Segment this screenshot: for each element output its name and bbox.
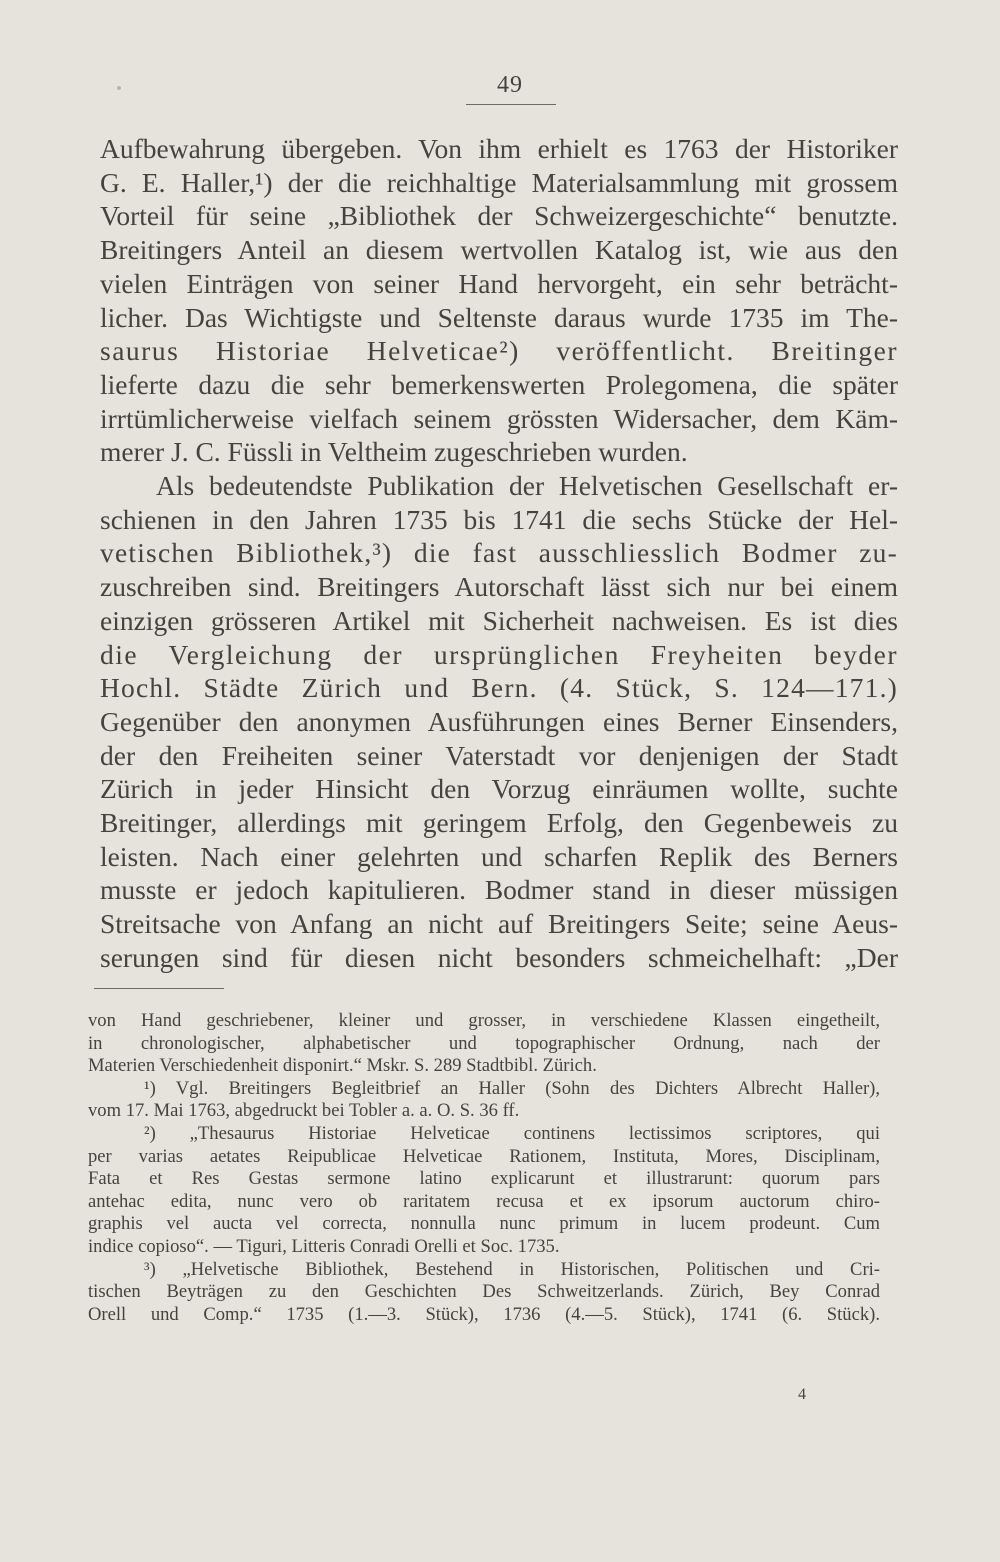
footnote-line: ²) „Thesaurus Historiae Helveticae continens lectissimos scriptores, qui xyxy=(144,1122,880,1144)
body-line: serungen sind für diesen nicht besonders schmeichelhaft: „Der xyxy=(100,941,898,973)
body-line: merer J. C. Füssli in Veltheim zugeschrieben wurden. xyxy=(100,436,688,468)
body-line: Streitsache von Anfang an nicht auf Breitingers Seite; seine Aeus- xyxy=(100,908,898,940)
body-line: vetischen Bibliothek,³) die fast ausschliesslich Bodmer zu- xyxy=(100,537,898,569)
body-line: Vorteil für seine „Bibliothek der Schweizergeschichte“ benutzte. xyxy=(100,200,898,232)
footnote-line: antehac edita, nunc vero ob raritatem recusa et ex ipsorum auctorum chiro- xyxy=(88,1190,880,1212)
footnote-line: von Hand geschriebener, kleiner und grosser, in verschiedene Klassen eingetheilt, xyxy=(88,1010,880,1031)
paper-speck xyxy=(117,86,121,90)
body-line: Breitingers Anteil an diesem wertvollen Katalog ist, wie aus den xyxy=(100,234,898,266)
footnote-line: vom 17. Mai 1763, abgedruckt bei Tobler a. a. O. S. 36 ff. xyxy=(88,1100,520,1122)
footnote-line: per varias aetates Reipublicae Helveticae Rationem, Instituta, Mores, Disciplinam, xyxy=(88,1145,880,1167)
footnote-line: graphis vel aucta vel correcta, nonnulla nunc primum in lucem prodeunt. Cum xyxy=(88,1213,880,1235)
body-line: irrtümlicherweise vielfach seinem grössten Widersacher, dem Käm- xyxy=(100,402,898,434)
body-line: der den Freiheiten seiner Vaterstadt vor denjenigen der Stadt xyxy=(100,739,898,771)
body-line: vielen Einträgen von seiner Hand hervorgeht, ein sehr beträcht- xyxy=(100,267,898,299)
body-line: einzigen grösseren Artikel mit Sicherheit nachweisen. Es ist dies xyxy=(100,604,898,636)
footnote-line: tischen Beyträgen zu den Geschichten Des Schweitzerlands. Zürich, Bey Conrad xyxy=(88,1281,880,1303)
body-line: Als bedeutendste Publikation der Helvetischen Gesellschaft er- xyxy=(156,470,898,502)
body-line: Zürich in jeder Hinsicht den Vorzug einräumen wollte, suchte xyxy=(100,773,898,805)
footnote-line: ³) „Helvetische Bibliothek, Bestehend in Historischen, Politischen und Cri- xyxy=(144,1258,880,1280)
body-line: Aufbewahrung übergeben. Von ihm erhielt es 1763 der Historiker xyxy=(100,133,898,164)
body-line: saurus Historiae Helveticae²) veröffentlicht. Breitinger xyxy=(100,335,898,367)
page-number: 49 xyxy=(497,72,523,98)
body-line: musste er jedoch kapitulieren. Bodmer stand in dieser müssigen xyxy=(100,874,898,906)
body-line: lieferte dazu die sehr bemerkenswerten Prolegomena, die später xyxy=(100,368,898,400)
body-line: G. E. Haller,¹) der die reichhaltige Materialsammlung mit grossem xyxy=(100,166,898,198)
page-number-rule xyxy=(466,104,556,105)
body-line: zuschreiben sind. Breitingers Autorschaft lässt sich nur bei einem xyxy=(100,571,898,603)
footnote-line: indice copioso“. — Tiguri, Litteris Conradi Orelli et Soc. 1735. xyxy=(88,1235,560,1257)
footnote-line: in chronologischer, alphabetischer und topographischer Ordnung, nach der xyxy=(88,1032,880,1054)
footnote-line: Fata et Res Gestas sermone latino explicarunt et illustrarunt: quorum pars xyxy=(88,1168,880,1190)
footnote-rule xyxy=(94,988,224,989)
body-line: die Vergleichung der ursprünglichen Freyheiten beyder xyxy=(100,638,898,670)
body-line: licher. Das Wichtigste und Seltenste daraus wurde 1735 im The- xyxy=(100,301,898,333)
sheet-signature: 4 xyxy=(798,1386,806,1403)
footnote-line: ¹) Vgl. Breitingers Begleitbrief an Haller (Sohn des Dichters Albrecht Haller), xyxy=(144,1077,880,1099)
body-line: Hochl. Städte Zürich und Bern. (4. Stück, S. 124—171.) xyxy=(100,672,898,704)
footnote-line: Materien Verschiedenheit disponirt.“ Mskr. S. 289 Stadtbibl. Zürich. xyxy=(88,1055,597,1077)
body-line: Gegenüber den anonymen Ausführungen eines Berner Einsenders, xyxy=(100,705,898,737)
footnote-line: Orell und Comp.“ 1735 (1.—3. Stück), 1736 (4.—5. Stück), 1741 (6. Stück). xyxy=(88,1303,880,1325)
body-text xyxy=(100,132,898,975)
footnotes xyxy=(88,1010,880,1326)
body-line: schienen in den Jahren 1735 bis 1741 die sechs Stücke der Hel- xyxy=(100,503,898,535)
body-line: leisten. Nach einer gelehrten und scharfen Replik des Berners xyxy=(100,840,898,872)
body-line: Breitinger, allerdings mit geringem Erfolg, den Gegenbeweis zu xyxy=(100,807,898,839)
